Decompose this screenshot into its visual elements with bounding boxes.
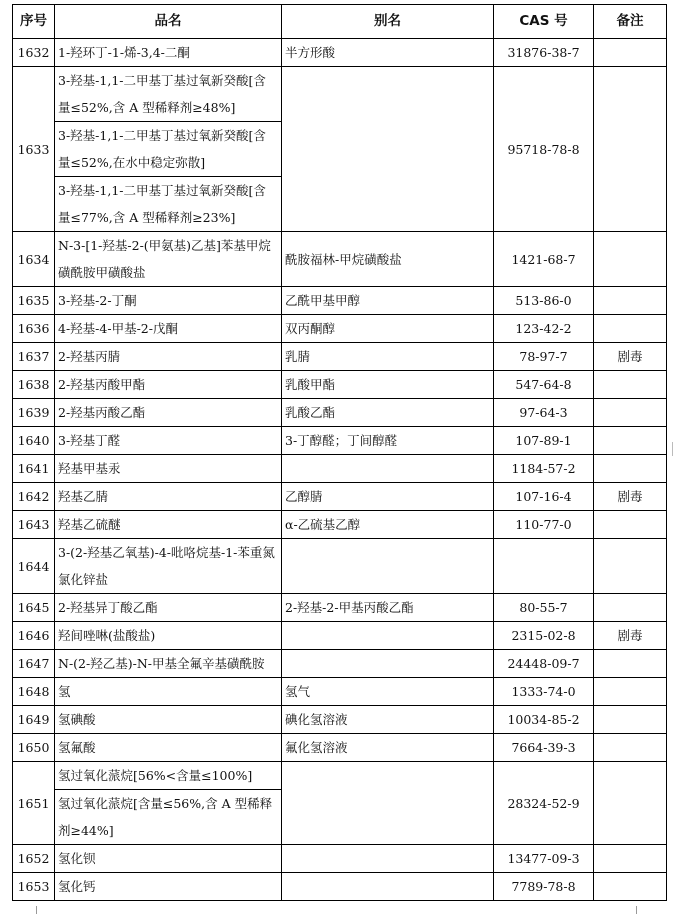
table-row [13, 873, 667, 901]
cell-no: 1635 [13, 287, 55, 315]
cell-cas: 7789-78-8 [494, 873, 594, 901]
crop-mark-left [30, 906, 37, 914]
cell-no: 1637 [13, 343, 55, 371]
header-no: 序号 [13, 5, 55, 39]
header-name: 品名 [55, 5, 282, 39]
cell-name: 3-羟基丁醛 [55, 427, 282, 455]
cell-no: 1639 [13, 399, 55, 427]
cell-no: 1647 [13, 650, 55, 678]
cell-cas: 110-77-0 [494, 511, 594, 539]
cell-alias [282, 650, 494, 678]
cell-name: 3-羟基-1,1-二甲基丁基过氧新癸酸[含量≤52%,含 A 型稀释剂≥48%] [55, 67, 282, 122]
table-row [13, 734, 667, 762]
cell-cas: 1333-74-0 [494, 678, 594, 706]
cell-alias: α-乙硫基乙醇 [282, 511, 494, 539]
cell-no: 1644 [13, 539, 55, 594]
cell-alias: 乳酸乙酯 [282, 399, 494, 427]
margin-mark [672, 442, 674, 456]
cell-name: 羟间唑啉(盐酸盐) [55, 622, 282, 650]
cell-note [594, 873, 667, 901]
cell-note [594, 315, 667, 343]
cell-alias: 2-羟基-2-甲基丙酸乙酯 [282, 594, 494, 622]
cell-alias: 氢气 [282, 678, 494, 706]
cell-cas: 1421-68-7 [494, 232, 594, 287]
cell-no: 1652 [13, 845, 55, 873]
cell-cas: 24448-09-7 [494, 650, 594, 678]
table-row [13, 622, 667, 650]
cell-cas: 107-16-4 [494, 483, 594, 511]
cell-cas: 95718-78-8 [494, 67, 594, 232]
cell-alias: 乙醇腈 [282, 483, 494, 511]
table-row [13, 343, 667, 371]
cell-alias [282, 873, 494, 901]
cell-no: 1634 [13, 232, 55, 287]
header-row [13, 5, 667, 39]
cell-alias: 氟化氢溶液 [282, 734, 494, 762]
cell-cas: 13477-09-3 [494, 845, 594, 873]
cell-no: 1643 [13, 511, 55, 539]
cell-name: 3-羟基-2-丁酮 [55, 287, 282, 315]
cell-name: 3-羟基-1,1-二甲基丁基过氧新癸酸[含量≤52%,在水中稳定弥散] [55, 122, 282, 177]
cell-alias [282, 622, 494, 650]
cell-note [594, 232, 667, 287]
cell-note [594, 399, 667, 427]
table-row [13, 427, 667, 455]
table-row [13, 39, 667, 67]
cell-no: 1633 [13, 67, 55, 232]
table-row [13, 315, 667, 343]
table-row [13, 67, 667, 122]
cell-no: 1642 [13, 483, 55, 511]
cell-cas [494, 539, 594, 594]
cell-note [594, 594, 667, 622]
cell-name: 2-羟基丙腈 [55, 343, 282, 371]
cell-cas: 107-89-1 [494, 427, 594, 455]
cell-cas: 28324-52-9 [494, 762, 594, 845]
cell-no: 1653 [13, 873, 55, 901]
cell-alias: 碘化氢溶液 [282, 706, 494, 734]
cell-name: 氢化钡 [55, 845, 282, 873]
cell-note [594, 678, 667, 706]
chemical-table [12, 4, 667, 901]
cell-name: 1-羟环丁-1-烯-3,4-二酮 [55, 39, 282, 67]
cell-alias [282, 845, 494, 873]
cell-alias [282, 539, 494, 594]
cell-note [594, 287, 667, 315]
cell-name: 3-羟基-1,1-二甲基丁基过氧新癸酸[含量≤77%,含 A 型稀释剂≥23%] [55, 177, 282, 232]
table-row [13, 371, 667, 399]
cell-cas: 78-97-7 [494, 343, 594, 371]
cell-cas: 80-55-7 [494, 594, 594, 622]
cell-cas: 123-42-2 [494, 315, 594, 343]
cell-note [594, 706, 667, 734]
table-row [13, 594, 667, 622]
cell-name: 羟基乙腈 [55, 483, 282, 511]
cell-alias: 半方形酸 [282, 39, 494, 67]
header-cas: CAS 号 [494, 5, 594, 39]
cell-no: 1646 [13, 622, 55, 650]
cell-cas: 97-64-3 [494, 399, 594, 427]
table-row [13, 287, 667, 315]
cell-no: 1651 [13, 762, 55, 845]
cell-no: 1636 [13, 315, 55, 343]
cell-note [594, 39, 667, 67]
cell-cas: 547-64-8 [494, 371, 594, 399]
cell-alias [282, 762, 494, 845]
cell-name: 氢氟酸 [55, 734, 282, 762]
cell-name: 3-(2-羟基乙氧基)-4-吡咯烷基-1-苯重氮氯化锌盐 [55, 539, 282, 594]
cell-name: N-3-[1-羟基-2-(甲氨基)乙基]苯基甲烷磺酰胺甲磺酸盐 [55, 232, 282, 287]
table-row [13, 650, 667, 678]
crop-mark-right [636, 906, 643, 914]
cell-name: 2-羟基丙酸乙酯 [55, 399, 282, 427]
cell-no: 1648 [13, 678, 55, 706]
cell-cas: 31876-38-7 [494, 39, 594, 67]
cell-cas: 2315-02-8 [494, 622, 594, 650]
cell-name: 氢过氧化蒎烷[56%<含量≤100%] [55, 762, 282, 790]
cell-note [594, 845, 667, 873]
cell-alias: 双丙酮醇 [282, 315, 494, 343]
cell-no: 1638 [13, 371, 55, 399]
table-row [13, 678, 667, 706]
cell-alias: 乳酸甲酯 [282, 371, 494, 399]
table-row [13, 845, 667, 873]
cell-no: 1650 [13, 734, 55, 762]
cell-name: 2-羟基异丁酸乙酯 [55, 594, 282, 622]
cell-note [594, 371, 667, 399]
cell-alias: 乙酰甲基甲醇 [282, 287, 494, 315]
cell-note [594, 650, 667, 678]
cell-alias: 乳腈 [282, 343, 494, 371]
cell-alias [282, 67, 494, 232]
cell-alias: 3-丁醇醛；丁间醇醛 [282, 427, 494, 455]
cell-no: 1641 [13, 455, 55, 483]
cell-no: 1645 [13, 594, 55, 622]
cell-name: N-(2-羟乙基)-N-甲基全氟辛基磺酰胺 [55, 650, 282, 678]
header-note: 备注 [594, 5, 667, 39]
cell-cas: 1184-57-2 [494, 455, 594, 483]
cell-no: 1632 [13, 39, 55, 67]
cell-note: 剧毒 [594, 483, 667, 511]
cell-no: 1640 [13, 427, 55, 455]
cell-note [594, 427, 667, 455]
header-alias: 别名 [282, 5, 494, 39]
table-row [13, 706, 667, 734]
cell-note [594, 67, 667, 232]
cell-name: 氢 [55, 678, 282, 706]
cell-name: 氢化钙 [55, 873, 282, 901]
cell-name: 羟基甲基汞 [55, 455, 282, 483]
cell-note [594, 762, 667, 845]
table-row [13, 483, 667, 511]
table-row [13, 539, 667, 594]
cell-cas: 10034-85-2 [494, 706, 594, 734]
table-row [13, 455, 667, 483]
cell-note [594, 455, 667, 483]
cell-note [594, 511, 667, 539]
table-row [13, 232, 667, 287]
cell-note: 剧毒 [594, 343, 667, 371]
cell-alias [282, 455, 494, 483]
cell-no: 1649 [13, 706, 55, 734]
cell-note [594, 734, 667, 762]
cell-name: 羟基乙硫醚 [55, 511, 282, 539]
cell-cas: 7664-39-3 [494, 734, 594, 762]
table-row [13, 511, 667, 539]
cell-cas: 513-86-0 [494, 287, 594, 315]
table-row [13, 762, 667, 790]
cell-alias: 酰胺福林-甲烷磺酸盐 [282, 232, 494, 287]
table-row [13, 399, 667, 427]
cell-name: 氢碘酸 [55, 706, 282, 734]
cell-note: 剧毒 [594, 622, 667, 650]
cell-name: 2-羟基丙酸甲酯 [55, 371, 282, 399]
cell-note [594, 539, 667, 594]
cell-name: 4-羟基-4-甲基-2-戊酮 [55, 315, 282, 343]
cell-name: 氢过氧化蒎烷[含量≤56%,含 A 型稀释剂≥44%] [55, 790, 282, 845]
